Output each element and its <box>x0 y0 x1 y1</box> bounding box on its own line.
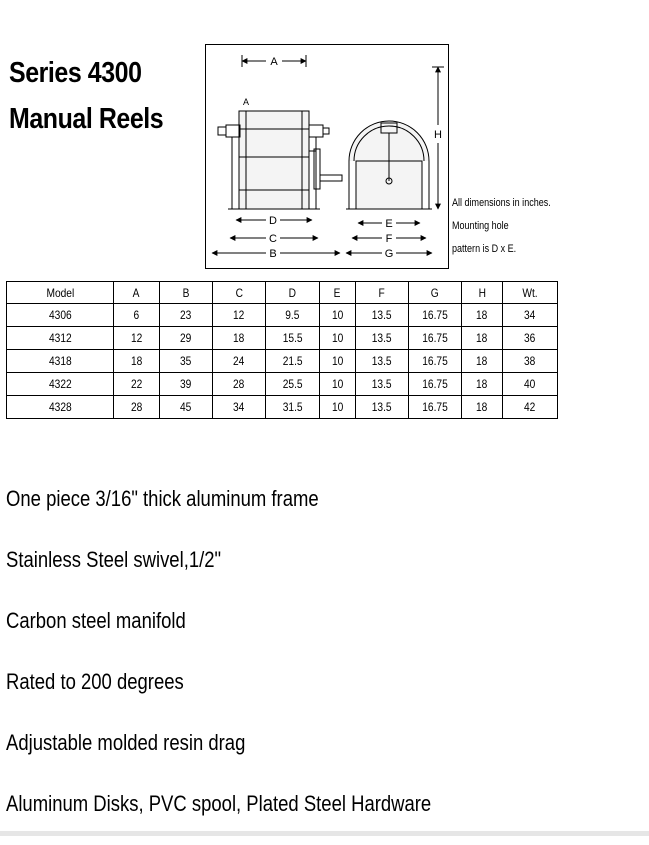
cell: 13.5 <box>356 396 409 419</box>
cell: 4328 <box>7 396 114 419</box>
table-row <box>7 373 558 396</box>
label-e: E <box>385 218 393 230</box>
cell: 38 <box>503 350 558 373</box>
cell: 16.75 <box>409 327 462 350</box>
cell: 42 <box>503 396 558 419</box>
cell: 16.75 <box>409 304 462 327</box>
feature-item: Carbon steel manifold <box>6 608 186 633</box>
cell: 34 <box>213 396 266 419</box>
header-b: B <box>160 282 213 304</box>
header-c: C <box>213 282 266 304</box>
cell: 18 <box>114 350 160 373</box>
feature-item: Aluminum Disks, PVC spool, Plated Steel Hardware <box>6 791 432 816</box>
table-row <box>7 396 558 419</box>
cell: 16.75 <box>409 373 462 396</box>
cell: 28 <box>114 396 160 419</box>
label-h: H <box>434 129 442 141</box>
header-f: F <box>356 282 409 304</box>
table-row <box>7 350 558 373</box>
header-wt: Wt. <box>503 282 558 304</box>
cell: 10 <box>320 327 356 350</box>
bottom-divider <box>0 831 649 836</box>
cell: 6 <box>114 304 160 327</box>
dimension-note <box>452 192 559 261</box>
table-row <box>7 304 558 327</box>
cell: 18 <box>213 327 266 350</box>
cell: 13.5 <box>356 350 409 373</box>
side-view <box>218 111 342 209</box>
label-d: D <box>269 215 277 227</box>
cell: 15.5 <box>266 327 320 350</box>
dimension-table <box>6 281 558 419</box>
cell: 9.5 <box>266 304 320 327</box>
reel-dimension-diagram <box>205 44 449 269</box>
cell: 4318 <box>7 350 114 373</box>
cell: 31.5 <box>266 396 320 419</box>
cell: 18 <box>462 396 503 419</box>
table-header-row <box>7 282 558 304</box>
cell: 21.5 <box>266 350 320 373</box>
cell: 40 <box>503 373 558 396</box>
title-line-2: Manual Reels <box>9 103 164 135</box>
cell: 24 <box>213 350 266 373</box>
cell: 10 <box>320 373 356 396</box>
cell: 10 <box>320 350 356 373</box>
header-model: Model <box>7 282 114 304</box>
cell: 25.5 <box>266 373 320 396</box>
feature-item: Stainless Steel swivel,1/2" <box>6 547 222 572</box>
cell: 18 <box>462 373 503 396</box>
cell: 34 <box>503 304 558 327</box>
note-line-2: Mounting hole <box>452 220 509 232</box>
label-b: B <box>269 248 277 260</box>
cell: 4312 <box>7 327 114 350</box>
label-c: C <box>269 233 277 245</box>
note-line-1: All dimensions in inches. <box>452 197 551 209</box>
header-d: D <box>266 282 320 304</box>
label-g: G <box>384 248 394 260</box>
feature-item: Rated to 200 degrees <box>6 669 184 694</box>
feature-item: One piece 3/16" thick aluminum frame <box>6 486 319 511</box>
cell: 35 <box>160 350 213 373</box>
cell: 39 <box>160 373 213 396</box>
cell: 36 <box>503 327 558 350</box>
cell: 18 <box>462 304 503 327</box>
cell: 16.75 <box>409 350 462 373</box>
cell: 18 <box>462 350 503 373</box>
cell: 13.5 <box>356 304 409 327</box>
feature-list <box>6 479 512 845</box>
cell: 12 <box>114 327 160 350</box>
header-a: A <box>114 282 160 304</box>
cell: 12 <box>213 304 266 327</box>
page-title <box>9 50 163 142</box>
reel-drawing <box>206 45 447 267</box>
cell: 13.5 <box>356 373 409 396</box>
header-e: E <box>320 282 356 304</box>
header-g: G <box>409 282 462 304</box>
end-view <box>346 121 432 209</box>
label-f: F <box>385 233 393 245</box>
cell: 23 <box>160 304 213 327</box>
cell: 4306 <box>7 304 114 327</box>
cell: 18 <box>462 327 503 350</box>
feature-item: Adjustable molded resin drag <box>6 730 246 755</box>
title-line-1: Series 4300 <box>9 57 142 89</box>
note-line-3: pattern is D x E. <box>452 243 517 255</box>
cell: 28 <box>213 373 266 396</box>
cell: 45 <box>160 396 213 419</box>
cell: 10 <box>320 304 356 327</box>
cell: 29 <box>160 327 213 350</box>
header-h: H <box>462 282 503 304</box>
cell: 4322 <box>7 373 114 396</box>
cell: 10 <box>320 396 356 419</box>
label-a: A <box>270 56 278 68</box>
cell: 22 <box>114 373 160 396</box>
label-a-small: A <box>242 97 250 107</box>
table-row <box>7 327 558 350</box>
cell: 13.5 <box>356 327 409 350</box>
cell: 16.75 <box>409 396 462 419</box>
